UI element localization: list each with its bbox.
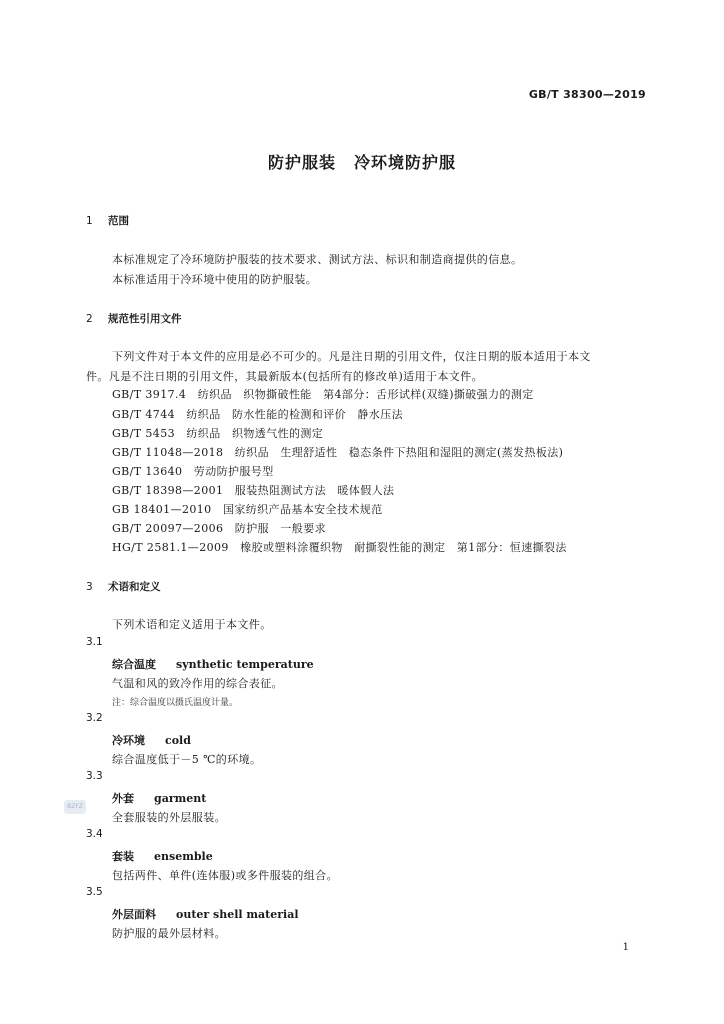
term-cn: 综合温度 [112,658,156,671]
clause-number: 3.2 [86,712,103,724]
clause-number: 3.4 [86,828,103,840]
title-part-1: 防护服装 [267,153,336,172]
term-entry [112,732,191,748]
term-definition: 防护服的最外层材料。 [112,927,226,940]
reference-item: GB/T 13640 劳动防护服号型 [112,465,274,478]
term-en: ensemble [154,850,213,863]
paragraph: 下列术语和定义适用于本文件。 [112,618,272,631]
term-en: cold [165,734,191,747]
section-title: 术语和定义 [108,581,161,593]
section-title: 规范性引用文件 [108,313,182,325]
term-definition: 包括两件、单件(连体服)或多件服装的组合。 [112,869,338,882]
term-note: 注：综合温度以摄氏温度计量。 [112,698,239,708]
reference-item: GB/T 4744 纺织品 防水性能的检测和评价 静水压法 [112,408,404,421]
term-entry [112,656,314,672]
reference-item: GB/T 3917.4 纺织品 织物撕破性能 第4部分：舌形试样(双缝)撕破强力的测定 [112,388,534,401]
term-entry [112,790,206,806]
reference-item: GB/T 11048—2018 纺织品 生理舒适性 稳态条件下热阻和湿阻的测定(蒸发热板法) [112,446,564,459]
section-number: 3 [86,581,93,593]
term-definition: 气温和风的致冷作用的综合表征。 [112,677,283,690]
term-cn: 外套 [112,792,134,805]
reference-item: HG/T 2581.1—2009 橡胶或塑料涂覆织物 耐撕裂性能的测定 第1部分：恒速撕裂法 [112,541,567,554]
reference-item: GB/T 20097—2006 防护服 一般要求 [112,522,326,535]
term-entry [112,848,213,864]
term-en: garment [154,792,207,805]
page-number: 1 [622,942,629,953]
clause-number: 3.3 [86,770,103,782]
term-cn: 外层面料 [112,908,156,921]
paragraph-continuation: 件。凡是不注日期的引用文件，其最新版本(包括所有的修改单)适用于本文件。 [86,370,483,383]
term-cn: 冷环境 [112,734,145,747]
paragraph: 下列文件对于本文件的应用是必不可少的。凡是注日期的引用文件，仅注日期的版本适用于本文 [112,350,591,363]
term-en: synthetic temperature [176,658,314,671]
section-heading-scope [86,213,129,228]
section-heading-normative-references [86,311,182,326]
section-number: 1 [86,215,93,227]
document-title [0,150,724,173]
term-definition: 全套服装的外层服装。 [112,811,226,824]
title-part-2: 冷环境防护服 [354,153,457,172]
reference-item: GB/T 18398—2001 服装热阻测试方法 暖体假人法 [112,484,395,497]
reference-item: GB/T 5453 纺织品 织物透气性的测定 [112,427,324,440]
section-title: 范围 [108,215,129,227]
watermark-stamp: BZFZ [64,800,86,814]
term-en: outer shell material [176,908,299,921]
term-cn: 套装 [112,850,134,863]
reference-item: GB 18401—2010 国家纺织产品基本安全技术规范 [112,503,383,516]
section-number: 2 [86,313,93,325]
paragraph: 本标准规定了冷环境防护服装的技术要求、测试方法、标识和制造商提供的信息。 [112,253,523,266]
paragraph: 本标准适用于冷环境中使用的防护服装。 [112,273,318,286]
term-entry [112,906,299,922]
standard-number: GB/T 38300—2019 [528,88,646,101]
term-definition: 综合温度低于－5 ℃的环境。 [112,753,262,766]
clause-number: 3.1 [86,636,103,648]
clause-number: 3.5 [86,886,103,898]
section-heading-terms [86,579,161,594]
